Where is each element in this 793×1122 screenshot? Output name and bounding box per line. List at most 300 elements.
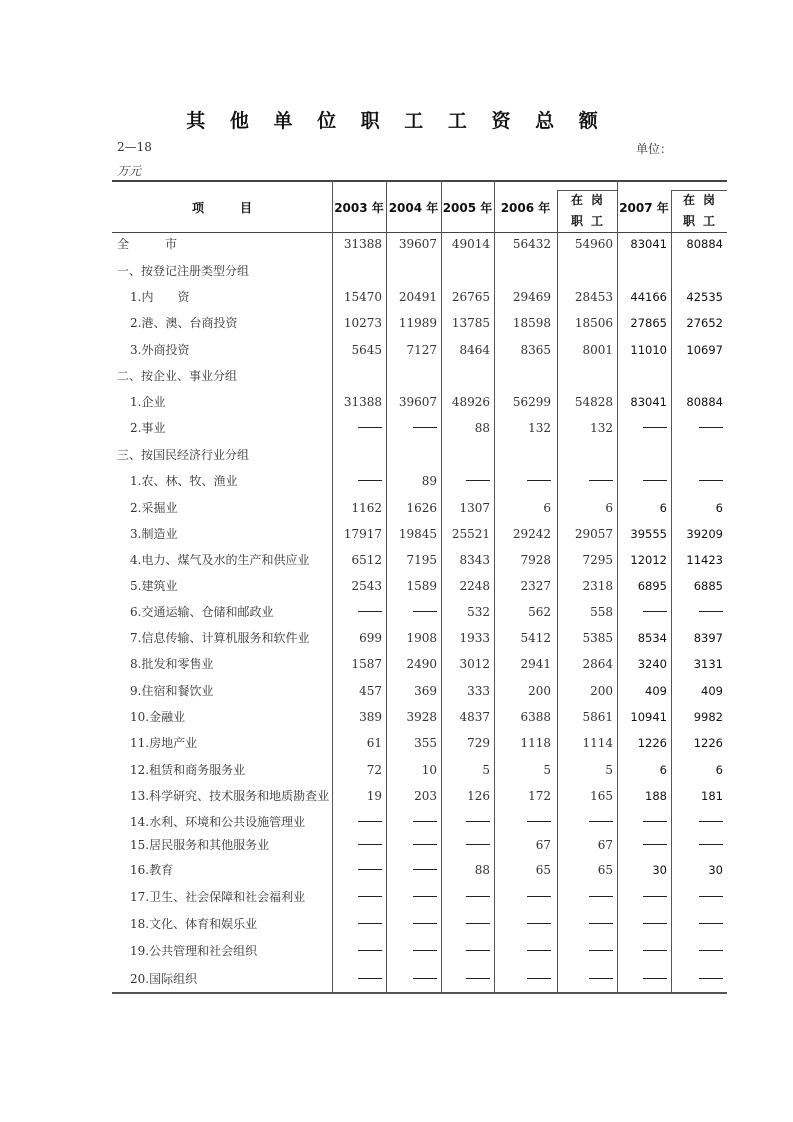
value-cell: 1226 — [693, 736, 723, 750]
table-bottom-border — [112, 992, 727, 994]
unit-label: 单位： — [636, 142, 673, 156]
value-cell: 80884 — [686, 395, 723, 409]
value-cell: 8343 — [459, 553, 490, 567]
value-cell — [617, 258, 667, 284]
value-cell: 10941 — [630, 710, 667, 724]
dash-mark — [643, 427, 667, 428]
row-label: 全 市 — [117, 237, 178, 251]
value-cell: 31388 — [343, 395, 382, 409]
dash-mark — [589, 978, 613, 979]
empty-dash-cell — [671, 468, 723, 494]
table-row — [112, 783, 727, 809]
value-cell: 6 — [659, 763, 667, 777]
row-label: 一、按登记注册类型分组 — [117, 264, 250, 278]
empty-dash-cell — [671, 911, 723, 937]
empty-dash-cell — [617, 468, 667, 494]
value-cell: 26765 — [451, 290, 490, 304]
table-row — [112, 730, 727, 756]
value-cell: 181 — [701, 789, 723, 803]
value-cell — [557, 363, 613, 389]
value-cell: 7195 — [406, 553, 437, 567]
dash-mark — [643, 844, 667, 845]
row-label: 7.信息传输、计算机服务和软件业 — [130, 631, 310, 645]
empty-dash-cell — [441, 966, 490, 992]
value-cell: 54828 — [574, 395, 613, 409]
row-label: 13.科学研究、技术服务和地质勘查业 — [130, 789, 330, 803]
value-cell: 19 — [366, 789, 382, 803]
table-row — [112, 310, 727, 336]
value-cell: 409 — [701, 684, 723, 698]
dash-mark — [699, 427, 723, 428]
dash-mark — [643, 950, 667, 951]
value-cell: 11423 — [686, 553, 723, 567]
value-cell: 7928 — [520, 553, 551, 567]
dash-mark — [413, 611, 437, 612]
row-label: 5.建筑业 — [130, 579, 178, 593]
value-cell: 369 — [414, 684, 437, 698]
value-cell: 1118 — [520, 736, 551, 750]
header-2007: 2007 年 — [619, 200, 669, 215]
empty-dash-cell — [441, 884, 490, 910]
dash-mark — [413, 821, 437, 822]
value-cell: 3240 — [637, 657, 667, 671]
dash-mark — [358, 611, 382, 612]
dash-mark — [699, 480, 723, 481]
empty-dash-cell — [671, 884, 723, 910]
row-label: 15.居民服务和其他服务业 — [130, 838, 270, 852]
row-label: 10.金融业 — [130, 710, 186, 724]
value-cell — [494, 363, 551, 389]
value-cell: 1307 — [459, 501, 490, 515]
row-label: 14.水利、环境和公共设施管理业 — [130, 815, 306, 829]
value-cell: 1587 — [351, 657, 382, 671]
header-2006-on-post-line1: 在岗 — [570, 193, 611, 207]
value-cell: 165 — [590, 789, 613, 803]
value-cell: 1908 — [406, 631, 437, 645]
value-cell: 72 — [366, 763, 382, 777]
value-cell: 13785 — [451, 316, 490, 330]
value-cell: 5861 — [582, 710, 613, 724]
empty-dash-cell — [386, 966, 437, 992]
page-title: 其 他 单 位 职 工 工 资 总 额 — [186, 110, 607, 132]
value-cell: 29057 — [574, 527, 613, 541]
table-row — [112, 651, 727, 677]
dash-mark — [358, 821, 382, 822]
value-cell — [557, 258, 613, 284]
empty-dash-cell — [494, 911, 551, 937]
table-row — [112, 415, 727, 441]
empty-dash-cell — [494, 468, 551, 494]
empty-dash-cell — [557, 884, 613, 910]
empty-dash-cell — [332, 884, 382, 910]
value-cell: 49014 — [451, 237, 490, 251]
value-cell: 126 — [467, 789, 490, 803]
table-row — [112, 704, 727, 730]
header-2007-on-post-line2: 职工 — [682, 214, 723, 228]
value-cell: 6388 — [520, 710, 551, 724]
dash-mark — [466, 480, 490, 481]
dash-mark — [358, 978, 382, 979]
value-cell: 65 — [597, 863, 613, 877]
value-cell: 11989 — [398, 316, 437, 330]
table-row — [112, 521, 727, 547]
value-cell: 6 — [659, 501, 667, 515]
row-label: 20.国际组织 — [130, 972, 198, 986]
value-cell — [557, 442, 613, 468]
dash-mark — [466, 844, 490, 845]
value-cell: 11010 — [630, 343, 667, 357]
value-cell: 2327 — [520, 579, 551, 593]
value-cell: 1589 — [406, 579, 437, 593]
value-cell: 4837 — [459, 710, 490, 724]
value-cell: 1162 — [351, 501, 382, 515]
value-cell: 132 — [590, 421, 613, 435]
value-cell — [441, 442, 490, 468]
empty-dash-cell — [494, 938, 551, 964]
empty-dash-cell — [557, 468, 613, 494]
value-cell: 89 — [421, 474, 437, 488]
value-cell: 15470 — [343, 290, 382, 304]
value-cell — [671, 363, 723, 389]
value-cell: 61 — [366, 736, 382, 750]
table-row — [112, 966, 727, 992]
dash-mark — [699, 923, 723, 924]
empty-dash-cell — [494, 966, 551, 992]
dash-mark — [358, 869, 382, 870]
value-cell: 30 — [652, 863, 667, 877]
dash-mark — [527, 950, 551, 951]
value-cell: 8534 — [637, 631, 667, 645]
empty-dash-cell — [332, 832, 382, 858]
dash-mark — [643, 480, 667, 481]
value-cell: 6 — [605, 501, 613, 515]
value-cell: 1114 — [582, 736, 613, 750]
table-row — [112, 442, 727, 468]
value-cell: 5 — [543, 763, 551, 777]
value-cell — [386, 442, 437, 468]
row-label: 1.内 资 — [130, 290, 190, 304]
value-cell: 28453 — [574, 290, 613, 304]
value-cell: 42535 — [686, 290, 723, 304]
header-item: 项目 — [191, 200, 288, 215]
row-label: 3.外商投资 — [130, 343, 190, 357]
header-2005: 2005 年 — [442, 200, 493, 215]
value-cell: 7295 — [582, 553, 613, 567]
dash-mark — [527, 480, 551, 481]
dash-mark — [358, 427, 382, 428]
value-cell: 3928 — [406, 710, 437, 724]
value-cell: 1626 — [406, 501, 437, 515]
header-2007-on-post — [675, 190, 731, 232]
dash-mark — [699, 611, 723, 612]
empty-dash-cell — [332, 599, 382, 625]
empty-dash-cell — [617, 911, 667, 937]
value-cell: 6885 — [693, 579, 723, 593]
empty-dash-cell — [494, 884, 551, 910]
row-label: 8.批发和零售业 — [130, 657, 214, 671]
value-cell: 65 — [535, 863, 551, 877]
value-cell: 7127 — [406, 343, 437, 357]
dash-mark — [527, 923, 551, 924]
value-cell: 6 — [543, 501, 551, 515]
value-cell — [617, 363, 667, 389]
value-cell: 532 — [467, 605, 490, 619]
value-cell: 729 — [467, 736, 490, 750]
value-cell: 30 — [708, 863, 723, 877]
dash-mark — [413, 844, 437, 845]
row-label: 2.事业 — [130, 421, 166, 435]
value-cell: 3012 — [459, 657, 490, 671]
value-cell: 389 — [359, 710, 382, 724]
dash-mark — [466, 978, 490, 979]
dash-mark — [589, 480, 613, 481]
dash-mark — [413, 950, 437, 951]
value-cell: 20491 — [398, 290, 437, 304]
value-cell: 17917 — [343, 527, 382, 541]
dash-mark — [413, 427, 437, 428]
value-cell: 5412 — [520, 631, 551, 645]
value-cell: 39555 — [630, 527, 667, 541]
empty-dash-cell — [386, 884, 437, 910]
value-cell: 88 — [474, 421, 490, 435]
table-row — [112, 938, 727, 964]
value-cell: 6895 — [637, 579, 667, 593]
value-cell: 6512 — [351, 553, 382, 567]
empty-dash-cell — [441, 911, 490, 937]
header-2004: 2004 年 — [388, 200, 439, 215]
table-row — [112, 337, 727, 363]
empty-dash-cell — [617, 966, 667, 992]
value-cell: 44166 — [630, 290, 667, 304]
value-cell: 83041 — [630, 395, 667, 409]
dash-mark — [358, 950, 382, 951]
row-label: 12.租赁和商务服务业 — [130, 763, 246, 777]
header-2006-on-post — [561, 190, 621, 232]
value-cell: 5385 — [582, 631, 613, 645]
dash-mark — [589, 896, 613, 897]
dash-mark — [699, 950, 723, 951]
value-cell: 9982 — [693, 710, 723, 724]
table-row — [112, 625, 727, 651]
value-cell: 409 — [645, 684, 667, 698]
value-cell: 457 — [359, 684, 382, 698]
dash-mark — [466, 896, 490, 897]
dash-mark — [589, 923, 613, 924]
value-cell: 27652 — [686, 316, 723, 330]
empty-dash-cell — [671, 938, 723, 964]
value-cell: 8365 — [520, 343, 551, 357]
empty-dash-cell — [441, 938, 490, 964]
row-label: 2.港、澳、台商投资 — [130, 316, 238, 330]
value-cell: 8397 — [693, 631, 723, 645]
empty-dash-cell — [386, 599, 437, 625]
empty-dash-cell — [386, 911, 437, 937]
table-code: 2—18 — [117, 140, 152, 154]
dash-mark — [413, 978, 437, 979]
value-cell: 83041 — [630, 237, 667, 251]
dash-mark — [466, 950, 490, 951]
value-cell — [617, 442, 667, 468]
empty-dash-cell — [557, 911, 613, 937]
value-cell — [332, 258, 382, 284]
header-2003: 2003 年 — [334, 200, 384, 215]
unit-value: 万元 — [117, 164, 142, 178]
value-cell: 67 — [597, 838, 613, 852]
value-cell: 8464 — [459, 343, 490, 357]
value-cell: 39607 — [398, 395, 437, 409]
table-row — [112, 495, 727, 521]
value-cell: 5645 — [351, 343, 382, 357]
empty-dash-cell — [617, 599, 667, 625]
empty-dash-cell — [332, 966, 382, 992]
value-cell: 18506 — [574, 316, 613, 330]
value-cell: 56432 — [512, 237, 551, 251]
dash-mark — [358, 896, 382, 897]
dash-mark — [643, 896, 667, 897]
empty-dash-cell — [332, 415, 382, 441]
dash-mark — [413, 869, 437, 870]
value-cell: 48926 — [451, 395, 490, 409]
header-2006: 2006 年 — [500, 200, 551, 215]
value-cell: 188 — [645, 789, 667, 803]
value-cell: 2543 — [351, 579, 382, 593]
value-cell — [441, 363, 490, 389]
dash-mark — [699, 896, 723, 897]
value-cell — [441, 258, 490, 284]
row-label: 三、按国民经济行业分组 — [117, 448, 250, 462]
dash-mark — [643, 611, 667, 612]
dash-mark — [643, 923, 667, 924]
value-cell: 19845 — [398, 527, 437, 541]
value-cell: 1226 — [637, 736, 667, 750]
empty-dash-cell — [671, 966, 723, 992]
value-cell: 39607 — [398, 237, 437, 251]
value-cell: 1933 — [459, 631, 490, 645]
value-cell — [671, 258, 723, 284]
table-row — [112, 468, 727, 494]
empty-dash-cell — [617, 884, 667, 910]
header-2006-on-post-line2: 职工 — [570, 214, 611, 228]
value-cell: 2318 — [582, 579, 613, 593]
value-cell: 2490 — [406, 657, 437, 671]
row-label: 4.电力、煤气及水的生产和供应业 — [130, 553, 310, 567]
empty-dash-cell — [617, 938, 667, 964]
table-row — [112, 573, 727, 599]
dash-mark — [358, 844, 382, 845]
value-cell: 333 — [467, 684, 490, 698]
table-row — [112, 389, 727, 415]
value-cell: 10697 — [686, 343, 723, 357]
empty-dash-cell — [386, 938, 437, 964]
value-cell: 3131 — [693, 657, 723, 671]
empty-dash-cell — [617, 832, 667, 858]
value-cell — [386, 363, 437, 389]
empty-dash-cell — [671, 599, 723, 625]
dash-mark — [699, 978, 723, 979]
value-cell: 2864 — [582, 657, 613, 671]
dash-mark — [643, 821, 667, 822]
empty-dash-cell — [386, 415, 437, 441]
empty-dash-cell — [441, 468, 490, 494]
empty-dash-cell — [386, 832, 437, 858]
value-cell: 200 — [590, 684, 613, 698]
value-cell — [386, 258, 437, 284]
row-label: 19.公共管理和社会组织 — [130, 944, 258, 958]
value-cell: 699 — [359, 631, 382, 645]
value-cell: 203 — [414, 789, 437, 803]
empty-dash-cell — [617, 415, 667, 441]
table-row — [112, 547, 727, 573]
value-cell: 6 — [715, 763, 723, 777]
row-label: 1.企业 — [130, 395, 166, 409]
value-cell — [332, 442, 382, 468]
table-row — [112, 832, 727, 858]
empty-dash-cell — [557, 966, 613, 992]
value-cell: 200 — [528, 684, 551, 698]
table-row — [112, 857, 727, 883]
empty-dash-cell — [557, 938, 613, 964]
value-cell: 10 — [421, 763, 437, 777]
row-label: 9.住宿和餐饮业 — [130, 684, 214, 698]
value-cell: 39209 — [686, 527, 723, 541]
table-row — [112, 231, 727, 257]
table-row — [112, 258, 727, 284]
row-label: 二、按企业、事业分组 — [117, 369, 238, 383]
dash-mark — [527, 978, 551, 979]
value-cell: 132 — [528, 421, 551, 435]
empty-dash-cell — [332, 468, 382, 494]
value-cell: 56299 — [512, 395, 551, 409]
value-cell: 31388 — [343, 237, 382, 251]
value-cell: 29242 — [512, 527, 551, 541]
row-label: 6.交通运输、仓储和邮政业 — [130, 605, 274, 619]
value-cell: 18598 — [512, 316, 551, 330]
dash-mark — [466, 923, 490, 924]
value-cell: 67 — [535, 838, 551, 852]
value-cell — [494, 442, 551, 468]
value-cell: 10273 — [343, 316, 382, 330]
empty-dash-cell — [332, 911, 382, 937]
value-cell: 2941 — [520, 657, 551, 671]
table-row — [112, 284, 727, 310]
dash-mark — [643, 978, 667, 979]
empty-dash-cell — [386, 857, 437, 883]
value-cell: 27865 — [630, 316, 667, 330]
value-cell: 80884 — [686, 237, 723, 251]
table-row — [112, 911, 727, 937]
dash-mark — [527, 896, 551, 897]
dash-mark — [466, 821, 490, 822]
value-cell: 172 — [528, 789, 551, 803]
value-cell — [332, 363, 382, 389]
value-cell: 8001 — [582, 343, 613, 357]
table-row — [112, 884, 727, 910]
empty-dash-cell — [671, 415, 723, 441]
dash-mark — [358, 923, 382, 924]
value-cell: 88 — [474, 863, 490, 877]
empty-dash-cell — [441, 832, 490, 858]
dash-mark — [413, 923, 437, 924]
dash-mark — [527, 821, 551, 822]
dash-mark — [699, 844, 723, 845]
row-label: 11.房地产业 — [130, 736, 198, 750]
row-label: 16.教育 — [130, 863, 174, 877]
empty-dash-cell — [332, 938, 382, 964]
row-label: 17.卫生、社会保障和社会福利业 — [130, 890, 306, 904]
header-2007-on-post-line1: 在岗 — [682, 193, 723, 207]
row-label: 2.采掘业 — [130, 501, 178, 515]
table-row — [112, 599, 727, 625]
